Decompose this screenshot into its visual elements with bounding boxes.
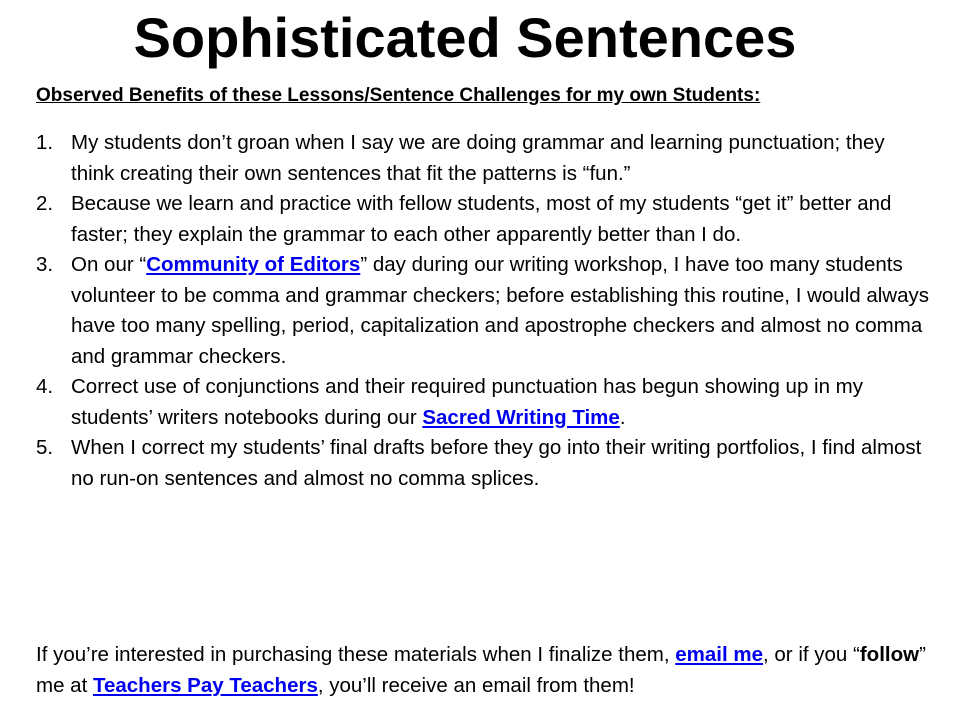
list-item-number: 4. [36,375,54,398]
community-of-editors-link[interactable]: Community of Editors [146,253,361,276]
list-item [36,128,932,189]
teachers-pay-teachers-link[interactable]: Teachers Pay Teachers [92,673,318,697]
list-item-number: 3. [36,253,54,276]
closing-text-2: , or if you “ [763,643,860,666]
list-item [36,372,932,433]
follow-emphasis: follow [859,643,920,666]
list-item [36,433,932,494]
list-item-text-before: On our “ [71,253,147,276]
list-item-number: 5. [36,436,54,459]
benefits-list [36,128,932,494]
list-item-text-after: . [619,405,626,429]
closing-text-3: ” me at [36,643,926,697]
list-item-text-before: Correct use of conjunctions and their required punctuation has begun showing up in my students’ writers notebooks during our [71,375,864,429]
closing-paragraph [36,640,936,701]
list-item-text: My students don’t groan when I say we are doing grammar and learning punctuation; they think creating their own sentences that fit the patterns is “fun.” [71,131,885,185]
list-item-text: When I correct my students’ final drafts before they go into their writing portfolios, I find almost no run-on sentences and almost no comma splices. [71,436,922,490]
closing-text-1: If you’re interested in purchasing these materials when I finalize them, [36,643,676,666]
list-item-number: 2. [36,192,54,215]
page-title: Sophisticated Sentences [133,6,797,69]
list-item-text-after: ” day during our writing workshop, I have too many students volunteer to be comma and grammar checkers; before establishing this routine, I would always have too many spelling, period, capitalization and apostrophe checkers and almost no comma and grammar checkers. [71,253,930,368]
list-item [36,189,932,250]
list-item-number: 1. [36,131,54,154]
email-me-link[interactable]: email me [675,643,763,666]
sacred-writing-time-link[interactable]: Sacred Writing Time [422,405,620,429]
benefits-heading: Observed Benefits of these Lessons/Sentence Challenges for my own Students: [36,85,761,106]
closing-text-4: , you’ll receive an email from them! [317,673,635,697]
list-item-text: Because we learn and practice with fellow students, most of my students “get it” better and faster; they explain the grammar to each other apparently better than I do. [71,192,892,246]
list-item [36,250,932,372]
